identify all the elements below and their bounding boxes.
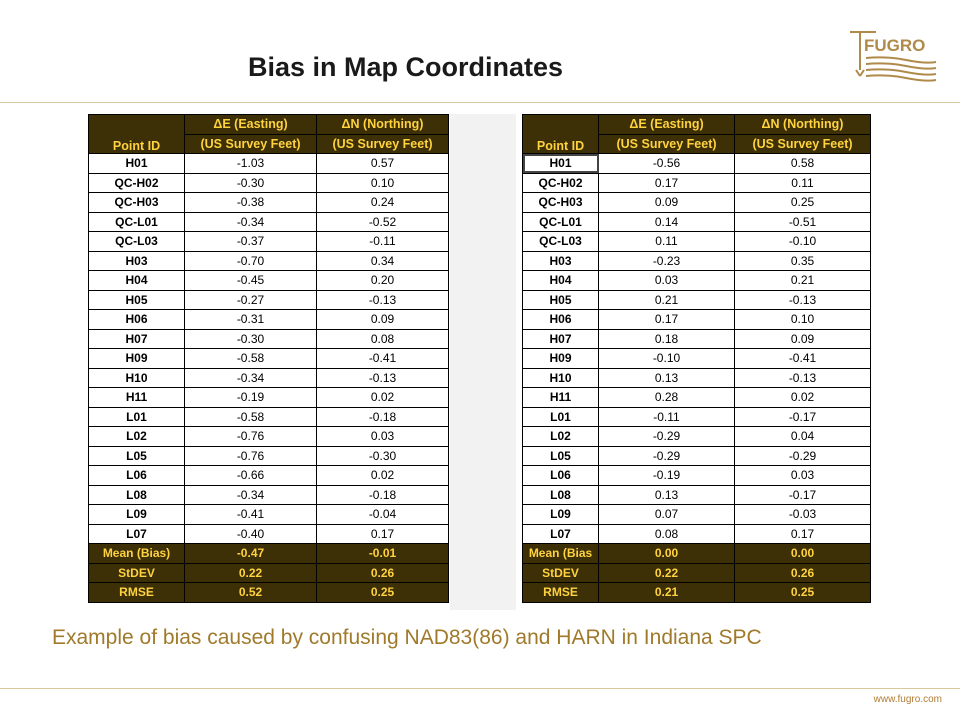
easting-value-cell: -0.58 (185, 349, 317, 369)
northing-value-cell: -0.18 (317, 485, 449, 505)
easting-value-cell: -0.30 (185, 329, 317, 349)
easting-value-cell: 0.08 (599, 524, 735, 544)
table-row (523, 232, 871, 252)
northing-value-cell: 0.24 (317, 193, 449, 213)
stat-row (523, 544, 871, 564)
easting-value-cell: -0.76 (185, 427, 317, 447)
easting-value-cell: -0.41 (185, 505, 317, 525)
table-row (523, 446, 871, 466)
northing-value-cell: 0.21 (735, 271, 871, 291)
point-id-cell: H01 (89, 154, 185, 174)
northing-value-cell: -0.13 (317, 290, 449, 310)
northing-value-cell: -0.29 (735, 446, 871, 466)
point-id-cell: H07 (523, 329, 599, 349)
table-row (523, 407, 871, 427)
easting-value-cell: -0.23 (599, 251, 735, 271)
northing-value-cell: 0.09 (317, 310, 449, 330)
stat-northing-cell: 0.00 (735, 544, 871, 564)
northing-value-cell: 0.25 (735, 193, 871, 213)
bias-table-right (522, 114, 871, 603)
northing-value-cell: 0.20 (317, 271, 449, 291)
table-row (523, 212, 871, 232)
point-id-cell: L06 (523, 466, 599, 486)
point-id-cell: QC-H03 (523, 193, 599, 213)
point-id-cell: H10 (523, 368, 599, 388)
stat-northing-cell: 0.25 (317, 583, 449, 603)
point-id-cell: QC-L03 (89, 232, 185, 252)
northing-value-cell: 0.08 (317, 329, 449, 349)
northing-value-cell: 0.02 (735, 388, 871, 408)
easting-value-cell: -0.19 (185, 388, 317, 408)
stat-label-cell: StDEV (89, 563, 185, 583)
easting-header: ΔE (Easting) (185, 115, 317, 135)
northing-value-cell: -0.04 (317, 505, 449, 525)
easting-value-cell: 0.17 (599, 173, 735, 193)
easting-value-cell: -0.30 (185, 173, 317, 193)
point-id-cell: L08 (523, 485, 599, 505)
northing-unit-header: (US Survey Feet) (735, 134, 871, 154)
table-row (523, 290, 871, 310)
slide-title: Bias in Map Coordinates (248, 52, 564, 82)
table-row (523, 193, 871, 213)
northing-unit-header: (US Survey Feet) (317, 134, 449, 154)
stat-northing-cell: -0.01 (317, 544, 449, 564)
point-id-cell: L05 (523, 446, 599, 466)
northing-value-cell: -0.18 (317, 407, 449, 427)
table-row (89, 505, 449, 525)
point-id-cell: QC-H03 (89, 193, 185, 213)
table-row (89, 173, 449, 193)
northing-value-cell: -0.13 (735, 368, 871, 388)
point-id-cell: L01 (523, 407, 599, 427)
point-id-header: Point ID (523, 115, 599, 154)
stat-row (89, 583, 449, 603)
northing-header: ΔN (Northing) (735, 115, 871, 135)
point-id-cell: H04 (523, 271, 599, 291)
point-id-cell: H03 (523, 251, 599, 271)
easting-value-cell: -0.11 (599, 407, 735, 427)
stat-northing-cell: 0.26 (735, 563, 871, 583)
point-id-cell: H09 (89, 349, 185, 369)
easting-value-cell: 0.14 (599, 212, 735, 232)
northing-value-cell: 0.04 (735, 427, 871, 447)
table-row (89, 251, 449, 271)
table-row (523, 505, 871, 525)
northing-value-cell: 0.02 (317, 466, 449, 486)
easting-value-cell: -0.76 (185, 446, 317, 466)
table-gap (450, 114, 516, 610)
table-row (523, 388, 871, 408)
stat-row (523, 583, 871, 603)
point-id-cell: L09 (89, 505, 185, 525)
table-row (523, 427, 871, 447)
northing-value-cell: 0.11 (735, 173, 871, 193)
point-id-cell: H10 (89, 368, 185, 388)
northing-value-cell: -0.17 (735, 407, 871, 427)
table-row (89, 446, 449, 466)
table-row (523, 466, 871, 486)
table-row (89, 193, 449, 213)
northing-value-cell: 0.10 (317, 173, 449, 193)
point-id-cell: H11 (89, 388, 185, 408)
table-row (89, 154, 449, 174)
header-row (89, 115, 449, 135)
northing-value-cell: -0.30 (317, 446, 449, 466)
table-row (89, 427, 449, 447)
northing-value-cell: 0.17 (317, 524, 449, 544)
stat-easting-cell: 0.52 (185, 583, 317, 603)
stat-easting-cell: 0.22 (185, 563, 317, 583)
easting-value-cell: 0.18 (599, 329, 735, 349)
northing-header: ΔN (Northing) (317, 115, 449, 135)
northing-value-cell: 0.09 (735, 329, 871, 349)
point-id-cell: L07 (89, 524, 185, 544)
stat-label-cell: RMSE (523, 583, 599, 603)
easting-value-cell: -1.03 (185, 154, 317, 174)
stat-label-cell: StDEV (523, 563, 599, 583)
fugro-logo (846, 18, 938, 86)
point-id-cell: H05 (89, 290, 185, 310)
easting-value-cell: 0.28 (599, 388, 735, 408)
easting-value-cell: -0.37 (185, 232, 317, 252)
table-row (89, 212, 449, 232)
easting-value-cell: 0.21 (599, 290, 735, 310)
point-id-cell: H06 (89, 310, 185, 330)
easting-value-cell: 0.07 (599, 505, 735, 525)
northing-value-cell: -0.52 (317, 212, 449, 232)
easting-value-cell: -0.34 (185, 212, 317, 232)
point-id-cell: H01 (523, 154, 599, 174)
easting-unit-header: (US Survey Feet) (599, 134, 735, 154)
northing-value-cell: 0.03 (735, 466, 871, 486)
table-row (523, 154, 871, 174)
easting-value-cell: -0.56 (599, 154, 735, 174)
logo-text: FUGRO (864, 36, 926, 55)
table-row (89, 232, 449, 252)
table-row (89, 349, 449, 369)
point-id-cell: H11 (523, 388, 599, 408)
top-divider (0, 102, 960, 103)
easting-value-cell: -0.58 (185, 407, 317, 427)
northing-value-cell: -0.51 (735, 212, 871, 232)
point-id-cell: QC-L01 (523, 212, 599, 232)
northing-value-cell: 0.10 (735, 310, 871, 330)
stat-easting-cell: 0.00 (599, 544, 735, 564)
easting-value-cell: -0.38 (185, 193, 317, 213)
point-id-cell: H03 (89, 251, 185, 271)
easting-value-cell: 0.03 (599, 271, 735, 291)
table-row (89, 368, 449, 388)
table-row (523, 329, 871, 349)
northing-value-cell: 0.34 (317, 251, 449, 271)
point-id-cell: QC-L01 (89, 212, 185, 232)
point-id-cell: H05 (523, 290, 599, 310)
stat-northing-cell: 0.25 (735, 583, 871, 603)
stat-label-cell: Mean (Bias (523, 544, 599, 564)
easting-value-cell: -0.19 (599, 466, 735, 486)
stat-easting-cell: 0.22 (599, 563, 735, 583)
northing-value-cell: 0.03 (317, 427, 449, 447)
point-id-cell: L05 (89, 446, 185, 466)
table-row (523, 485, 871, 505)
table-row (89, 388, 449, 408)
point-id-cell: L02 (523, 427, 599, 447)
table-row (523, 271, 871, 291)
northing-value-cell: 0.58 (735, 154, 871, 174)
easting-unit-header: (US Survey Feet) (185, 134, 317, 154)
stat-easting-cell: -0.47 (185, 544, 317, 564)
table-row (89, 485, 449, 505)
table-row (89, 310, 449, 330)
table-row (89, 290, 449, 310)
stat-row (523, 563, 871, 583)
easting-value-cell: 0.11 (599, 232, 735, 252)
stat-row (89, 544, 449, 564)
northing-value-cell: -0.11 (317, 232, 449, 252)
table-row (89, 271, 449, 291)
easting-value-cell: -0.34 (185, 485, 317, 505)
point-id-cell: H06 (523, 310, 599, 330)
stat-label-cell: RMSE (89, 583, 185, 603)
stat-northing-cell: 0.26 (317, 563, 449, 583)
point-id-cell: L02 (89, 427, 185, 447)
northing-value-cell: 0.57 (317, 154, 449, 174)
point-id-cell: L07 (523, 524, 599, 544)
bias-table-left (88, 114, 449, 603)
northing-value-cell: -0.10 (735, 232, 871, 252)
northing-value-cell: -0.17 (735, 485, 871, 505)
easting-value-cell: -0.31 (185, 310, 317, 330)
point-id-cell: L09 (523, 505, 599, 525)
point-id-cell: QC-H02 (523, 173, 599, 193)
easting-value-cell: 0.13 (599, 368, 735, 388)
point-id-cell: H07 (89, 329, 185, 349)
point-id-cell: H09 (523, 349, 599, 369)
northing-value-cell: 0.17 (735, 524, 871, 544)
point-id-header: Point ID (89, 115, 185, 154)
easting-value-cell: -0.10 (599, 349, 735, 369)
easting-value-cell: -0.40 (185, 524, 317, 544)
table-row (523, 251, 871, 271)
slide-caption: Example of bias caused by confusing NAD83(86) and HARN in Indiana SPC (52, 626, 762, 649)
northing-value-cell: -0.41 (735, 349, 871, 369)
point-id-cell: L06 (89, 466, 185, 486)
easting-value-cell: 0.13 (599, 485, 735, 505)
easting-header: ΔE (Easting) (599, 115, 735, 135)
table-row (89, 524, 449, 544)
easting-value-cell: -0.29 (599, 446, 735, 466)
northing-value-cell: -0.03 (735, 505, 871, 525)
stat-label-cell: Mean (Bias) (89, 544, 185, 564)
easting-value-cell: -0.34 (185, 368, 317, 388)
table-row (523, 349, 871, 369)
header-row (523, 115, 871, 135)
table-row (523, 310, 871, 330)
northing-value-cell: -0.13 (735, 290, 871, 310)
easting-value-cell: -0.70 (185, 251, 317, 271)
easting-value-cell: 0.09 (599, 193, 735, 213)
point-id-cell: L08 (89, 485, 185, 505)
footer-url: www.fugro.com (873, 694, 942, 705)
easting-value-cell: -0.27 (185, 290, 317, 310)
point-id-cell: H04 (89, 271, 185, 291)
easting-value-cell: -0.66 (185, 466, 317, 486)
northing-value-cell: 0.02 (317, 388, 449, 408)
bottom-divider (0, 688, 960, 689)
point-id-cell: L01 (89, 407, 185, 427)
northing-value-cell: 0.35 (735, 251, 871, 271)
northing-value-cell: -0.13 (317, 368, 449, 388)
point-id-cell: QC-L03 (523, 232, 599, 252)
easting-value-cell: -0.45 (185, 271, 317, 291)
northing-value-cell: -0.41 (317, 349, 449, 369)
easting-value-cell: -0.29 (599, 427, 735, 447)
table-row (89, 466, 449, 486)
easting-value-cell: 0.17 (599, 310, 735, 330)
table-row (523, 368, 871, 388)
table-row (523, 524, 871, 544)
point-id-cell: QC-H02 (89, 173, 185, 193)
table-row (523, 173, 871, 193)
table-row (89, 329, 449, 349)
table-row (89, 407, 449, 427)
stat-easting-cell: 0.21 (599, 583, 735, 603)
stat-row (89, 563, 449, 583)
